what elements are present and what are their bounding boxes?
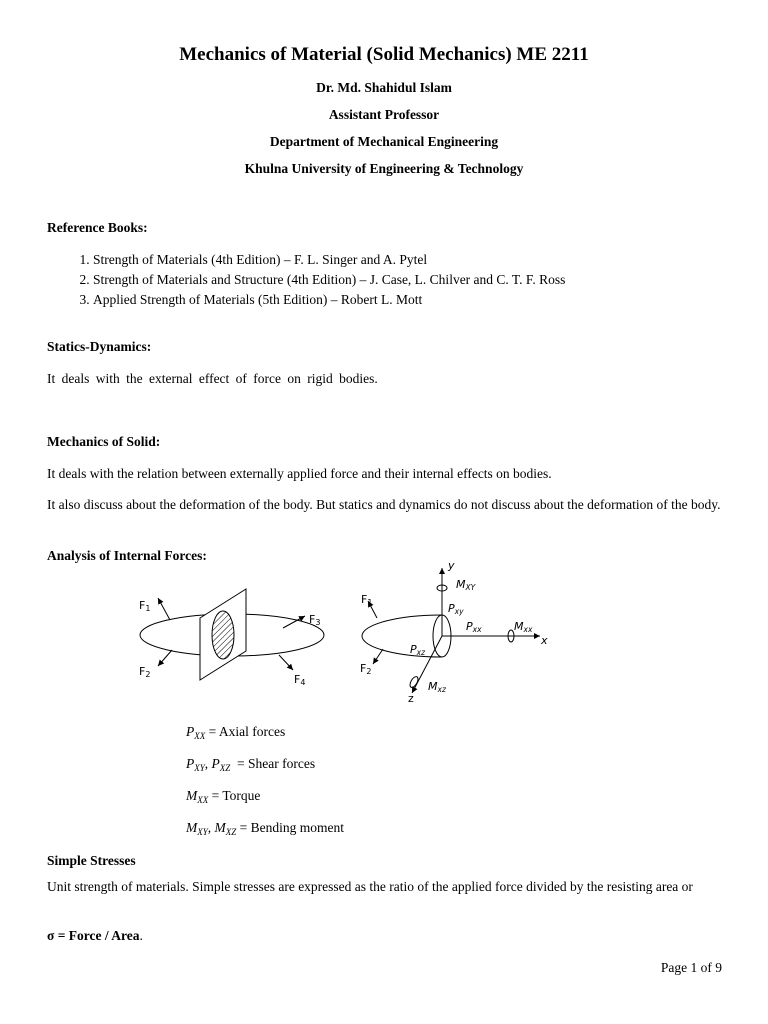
author-position: Assistant Professor bbox=[328, 107, 440, 122]
label-f2: F2 bbox=[139, 665, 151, 679]
label-f1-right: F1 bbox=[361, 593, 373, 607]
document-title: Mechanics of Material (Solid Mechanics) ME 2211 bbox=[179, 44, 589, 65]
solid-text-1: It deals with the relation between externally applied force and their internal effects on bodies. bbox=[47, 466, 552, 481]
definition-axial: $P_{XX}$ = Axial forces bbox=[186, 724, 286, 741]
list-item: 2. Strength of Materials and Structure (4th Edition) – J. Case, L. Chilver and C. T. F. Ross bbox=[93, 270, 733, 290]
axis-z-label: z bbox=[408, 692, 414, 705]
label-f3: F3 bbox=[309, 613, 321, 627]
solid-heading: Mechanics of Solid: bbox=[47, 434, 161, 449]
axis-y-label: y bbox=[448, 559, 455, 572]
definition-bending: $M_{XY}$, $M_{XZ}$ = Bending moment bbox=[186, 820, 345, 837]
label-f4: F4 bbox=[294, 673, 306, 687]
label-f1: F1 bbox=[139, 599, 151, 613]
statics-text: It deals with the external effect of force on rigid bodies. bbox=[47, 371, 378, 386]
solid-text-2: It also discuss about the deformation of the body. But statics and dynamics do not discuss about the deformation of the body. bbox=[47, 497, 721, 512]
page-number: Page 1 of 9 bbox=[660, 960, 722, 975]
simple-stresses-text: Unit strength of materials. Simple stresses are expressed as the ratio of the applied force divided by the resisting area or bbox=[47, 879, 693, 894]
list-item: 3. Applied Strength of Materials (5th Edition) – Robert L. Mott bbox=[93, 290, 733, 310]
axis-x-label: x bbox=[541, 634, 548, 647]
label-m-xx: Mxx bbox=[514, 620, 533, 634]
stress-formula: σ = Force / Area. bbox=[47, 928, 143, 943]
internal-forces-figure bbox=[0, 555, 768, 705]
label-m-xz: Mxz bbox=[428, 680, 446, 694]
definition-torque: $M_{XX}$ = Torque bbox=[186, 788, 261, 805]
author-department: Department of Mechanical Engineering bbox=[269, 134, 499, 149]
label-p-xx: Pxx bbox=[466, 620, 482, 634]
simple-stresses-heading: Simple Stresses bbox=[47, 853, 136, 868]
hatched-section bbox=[212, 611, 234, 659]
right-body-half bbox=[362, 615, 442, 657]
reference-list bbox=[47, 250, 733, 310]
definition-shear: $P_{XY}$, $P_{XZ}$ = Shear forces bbox=[186, 756, 316, 773]
author-university: Khulna University of Engineering & Technology bbox=[244, 161, 524, 176]
label-p-xy: Pxy bbox=[448, 602, 464, 616]
statics-heading: Statics-Dynamics: bbox=[47, 339, 152, 354]
list-item: 1. Strength of Materials (4th Edition) – F. L. Singer and A. Pytel bbox=[93, 250, 733, 270]
label-m-xy: MXY bbox=[456, 578, 476, 592]
author-name: Dr. Md. Shahidul Islam bbox=[316, 80, 452, 95]
label-p-xz: Pxz bbox=[410, 643, 426, 657]
internal-forces-heading: Analysis of Internal Forces: bbox=[47, 548, 207, 563]
label-f2-right: F2 bbox=[360, 662, 372, 676]
references-heading: Reference Books: bbox=[47, 220, 148, 235]
